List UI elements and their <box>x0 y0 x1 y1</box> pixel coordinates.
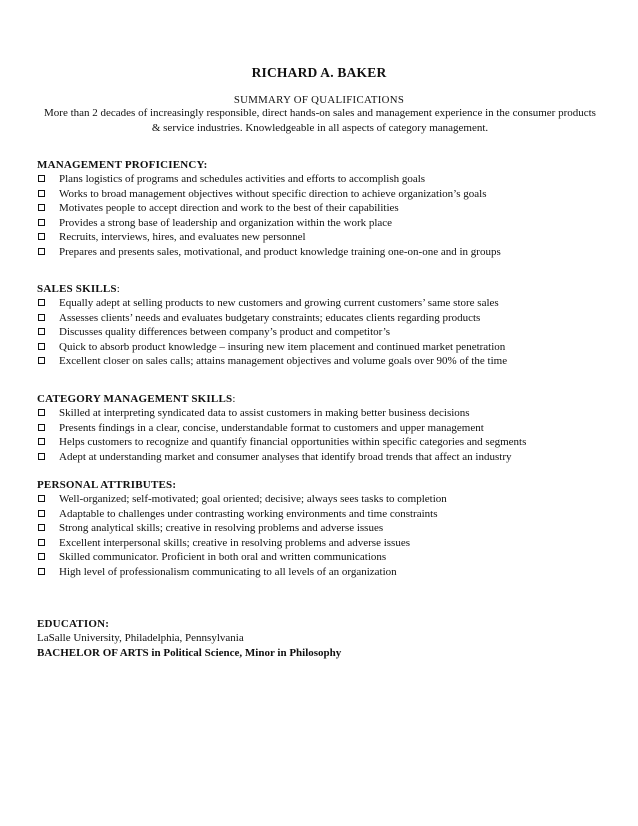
checkbox-bullet-icon <box>38 510 45 517</box>
list-item: Helps customers to recognize and quantify financial opportunities within specific categories and segments <box>37 435 617 450</box>
category-list <box>37 406 617 464</box>
category-section <box>37 392 617 464</box>
list-item: Skilled at interpreting syndicated data to assist customers in making better business decisions <box>37 406 617 421</box>
checkbox-bullet-icon <box>38 438 45 445</box>
list-item: Equally adept at selling products to new customers and growing current customers’ same store sales <box>37 296 617 311</box>
section-heading: EDUCATION: <box>37 618 110 630</box>
checkbox-bullet-icon <box>38 453 45 460</box>
checkbox-bullet-icon <box>38 409 45 416</box>
list-item: Adept at understanding market and consumer analyses that identify broad trends that affect an industry <box>37 450 617 465</box>
education-section <box>37 617 617 660</box>
checkbox-bullet-icon <box>38 524 45 531</box>
list-item: Recruits, interviews, hires, and evaluates new personnel <box>37 230 617 245</box>
checkbox-bullet-icon <box>38 328 45 335</box>
management-list <box>37 172 617 259</box>
personal-section <box>37 478 617 579</box>
list-item: Excellent interpersonal skills; creative in resolving problems and adverse issues <box>37 536 617 551</box>
section-heading: MANAGEMENT PROFICIENCY: <box>37 159 208 171</box>
checkbox-bullet-icon <box>38 219 45 226</box>
list-item: Well-organized; self-motivated; goal oriented; decisive; always sees tasks to completion <box>37 492 617 507</box>
list-item: Quick to absorb product knowledge – insuring new item placement and continued market penetration <box>37 340 617 355</box>
section-heading: PERSONAL ATTRIBUTES: <box>37 479 177 491</box>
list-item: Provides a strong base of leadership and organization within the work place <box>37 216 617 231</box>
checkbox-bullet-icon <box>38 190 45 197</box>
list-item: Discusses quality differences between company’s product and competitor’s <box>37 325 617 340</box>
checkbox-bullet-icon <box>38 539 45 546</box>
checkbox-bullet-icon <box>38 424 45 431</box>
checkbox-bullet-icon <box>38 495 45 502</box>
list-item: Excellent closer on sales calls; attains management objectives and volume goals over 90% of the time <box>37 354 617 369</box>
management-section <box>37 158 617 259</box>
summary-heading: SUMMARY OF QUALIFICATIONS <box>233 94 405 106</box>
list-item: Skilled communicator. Proficient in both oral and written communications <box>37 550 617 565</box>
degree: BACHELOR OF ARTS in Political Science, Minor in Philosophy <box>37 646 342 659</box>
sales-section <box>37 282 617 369</box>
list-item: Plans logistics of programs and schedules activities and efforts to accomplish goals <box>37 172 617 187</box>
list-item: Presents findings in a clear, concise, understandable format to customers and upper management <box>37 421 617 436</box>
list-item: Strong analytical skills; creative in resolving problems and adverse issues <box>37 521 617 536</box>
section-heading: CATEGORY MANAGEMENT SKILLS: <box>37 393 236 405</box>
list-item: High level of professionalism communicating to all levels of an organization <box>37 565 617 580</box>
checkbox-bullet-icon <box>38 248 45 255</box>
list-item: Adaptable to challenges under contrasting working environments and time constraints <box>37 507 617 522</box>
checkbox-bullet-icon <box>38 314 45 321</box>
checkbox-bullet-icon <box>38 568 45 575</box>
section-heading: SALES SKILLS: <box>37 283 121 295</box>
list-item: Prepares and presents sales, motivational, and product knowledge training one-on-one and in groups <box>37 245 617 260</box>
candidate-name: RICHARD A. BAKER <box>251 65 387 80</box>
checkbox-bullet-icon <box>38 233 45 240</box>
summary-paragraph: More than 2 decades of increasingly responsible, direct hands-on sales and management experience in the consumer products & service industries. Knowledgeable in all aspects of category management. <box>44 107 596 134</box>
sales-list <box>37 296 617 369</box>
checkbox-bullet-icon <box>38 204 45 211</box>
school-name: LaSalle University, Philadelphia, Pennsylvania <box>37 632 244 644</box>
checkbox-bullet-icon <box>38 553 45 560</box>
checkbox-bullet-icon <box>38 357 45 364</box>
personal-list <box>37 492 617 579</box>
checkbox-bullet-icon <box>38 299 45 306</box>
list-item: Assesses clients’ needs and evaluates budgetary constraints; educates clients regarding products <box>37 311 617 326</box>
checkbox-bullet-icon <box>38 175 45 182</box>
list-item: Works to broad management objectives without specific direction to achieve organization’s goals <box>37 187 617 202</box>
list-item: Motivates people to accept direction and work to the best of their capabilities <box>37 201 617 216</box>
checkbox-bullet-icon <box>38 343 45 350</box>
